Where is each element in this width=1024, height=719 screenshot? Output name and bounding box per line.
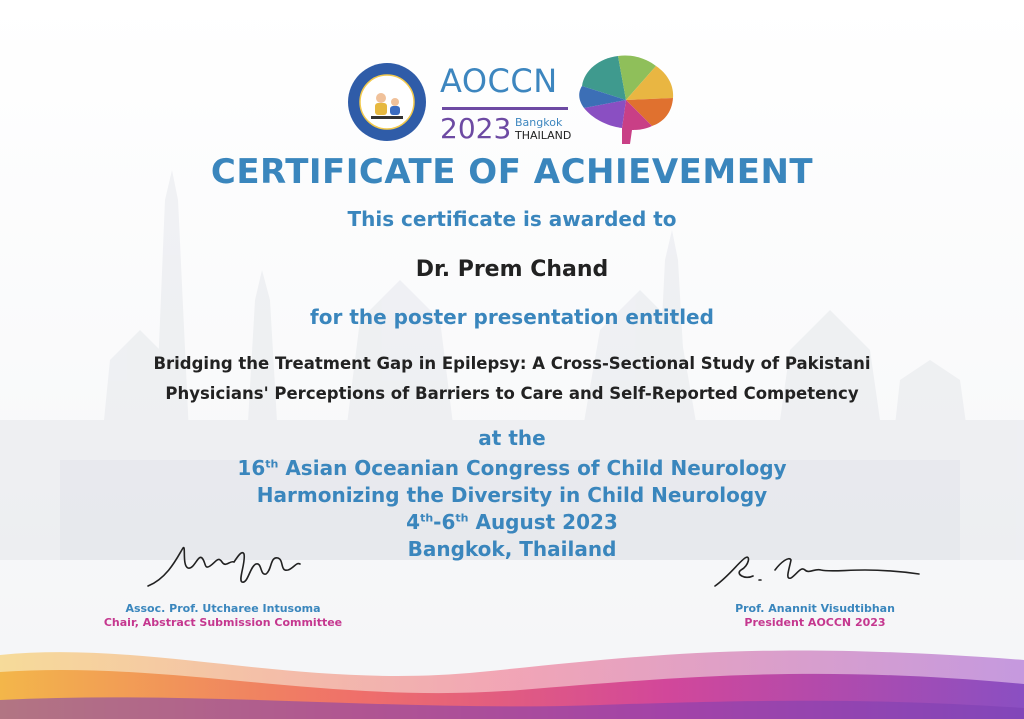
poster-title xyxy=(0,349,1024,409)
poster-title-line-1: Bridging the Treatment Gap in Epilepsy: A Cross-Sectional Study of Pakistani xyxy=(153,354,871,373)
aoccn-logo-city: Bangkok xyxy=(515,116,563,129)
aoccn-logo-divider xyxy=(442,107,568,110)
date-start-suffix: th xyxy=(420,511,434,525)
aoccn-logo-year: 2023 xyxy=(440,112,512,145)
congress-name: Asian Oceanian Congress of Child Neurology xyxy=(285,456,787,480)
certificate-title: CERTIFICATE OF ACHIEVEMENT xyxy=(210,152,814,192)
brain-icon xyxy=(574,52,678,148)
signatory-right-name: Prof. Anannit Visudtibhan xyxy=(735,602,895,615)
date-separator: - xyxy=(433,510,442,534)
congress-ordinal-number: 16 xyxy=(237,456,266,480)
logo-row xyxy=(0,52,1024,152)
poster-intro-text: for the poster presentation entitled xyxy=(310,305,714,329)
aoccn-logo-name: AOCCN xyxy=(440,62,558,100)
signatory-right xyxy=(645,602,985,629)
date-month-year: August 2023 xyxy=(475,510,618,534)
aoccn-logo xyxy=(440,62,572,145)
signatory-left-role: Chair, Abstract Submission Committee xyxy=(103,616,343,629)
congress-ordinal-suffix: th xyxy=(265,457,279,471)
date-end-suffix: th xyxy=(455,511,469,525)
signatory-right-role: President AOCCN 2023 xyxy=(744,616,886,629)
congress-name-line xyxy=(0,455,1024,482)
aoccn-logo-country: THAILAND xyxy=(515,129,572,142)
recipient-name: Dr. Prem Chand xyxy=(415,257,609,282)
congress-theme: Harmonizing the Diversity in Child Neurology xyxy=(256,483,768,507)
date-end: 6 xyxy=(441,510,456,534)
signatory-left xyxy=(53,602,393,629)
congress-location: Bangkok, Thailand xyxy=(407,537,617,561)
congress-dates xyxy=(0,509,1024,536)
at-the-text: at the xyxy=(478,426,546,450)
signatory-left-name: Assoc. Prof. Utcharee Intusoma xyxy=(125,602,321,615)
date-start: 4 xyxy=(406,510,421,534)
poster-title-line-2: Physicians' Perceptions of Barriers to Care and Self-Reported Competency xyxy=(165,384,859,403)
association-seal-logo xyxy=(347,62,427,142)
signature-left xyxy=(138,536,358,596)
awarded-to-text: This certificate is awarded to xyxy=(347,207,677,231)
signature-right xyxy=(705,536,925,596)
